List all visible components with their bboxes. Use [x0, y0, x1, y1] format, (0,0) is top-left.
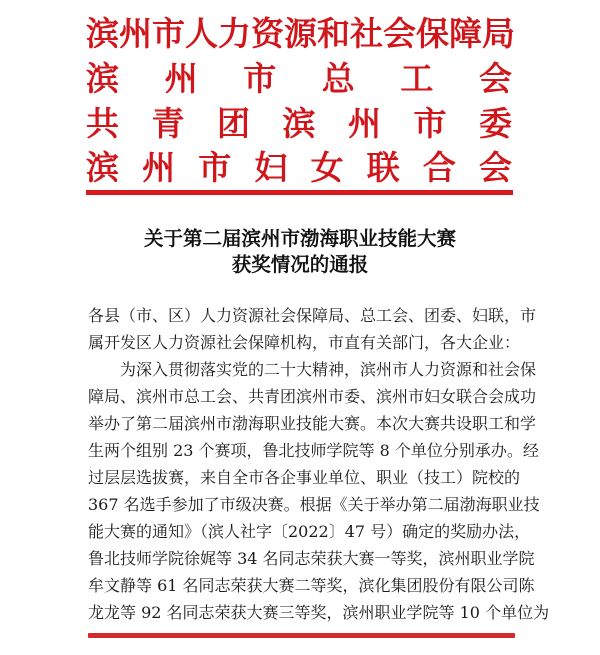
- letterhead-line-federation-of-trade-unions: [86, 59, 512, 99]
- body-line: 牟文静等 61 名同志荣获大赛二等奖，滨化集团股份有限公司陈: [88, 576, 535, 595]
- body-line: 能大赛的通知》（滨人社字〔2022〕47 号）确定的奖励办法，: [88, 522, 531, 541]
- body-line: 过层层选拔赛，来自全市各企事业单位、职业（技工）院校的: [88, 468, 521, 487]
- body-line: 龙龙等 92 名同志荣获大赛三等奖，滨州职业学院等 10 个单位为: [88, 603, 550, 622]
- body-line: 属开发区人力资源社会保障机构，市直有关部门，各大企业：: [88, 333, 521, 352]
- letterhead-char: 工: [400, 59, 434, 98]
- body-line: 生两个组别 23 个赛项，鲁北技师学院等 8 个单位分别承办。经: [88, 441, 539, 460]
- letterhead-char: 局: [482, 14, 515, 53]
- letterhead-char: 力: [218, 14, 251, 53]
- letterhead-line-womens-federation: [86, 148, 512, 188]
- letterhead-char: 源: [284, 14, 317, 53]
- letterhead-char: 总: [321, 59, 355, 98]
- letterhead-char: 青: [151, 104, 185, 143]
- footer-red-rule: [88, 633, 515, 638]
- letterhead-line-hrss-bureau: [86, 14, 515, 54]
- body-line: 障局、滨州市总工会、共青团滨州市委、滨州市妇女联合会成功: [88, 387, 537, 406]
- letterhead-char: 女: [310, 148, 344, 187]
- letterhead-char: 市: [152, 14, 185, 53]
- letterhead-char: 滨: [282, 104, 316, 143]
- letterhead-char: 联: [366, 148, 400, 187]
- document-title-line-2: 获奖情况的通报: [231, 253, 369, 276]
- letterhead-char: 合: [422, 148, 456, 187]
- letterhead-char: 市: [413, 104, 447, 143]
- body-line: 鲁北技师学院徐娓等 34 名同志荣获大赛一等奖，滨州职业学院: [88, 549, 535, 568]
- body-line: 367 名选手参加了市级决赛。根据《关于举办第二届渤海职业技: [88, 495, 540, 514]
- letterhead-char: 州: [142, 148, 176, 187]
- letterhead-char: 会: [383, 14, 416, 53]
- letterhead-char: 市: [243, 59, 277, 98]
- letterhead-char: 委: [479, 104, 512, 143]
- letterhead-char: 州: [348, 104, 381, 143]
- letterhead-red-rule: [86, 190, 513, 195]
- letterhead-char: 共: [86, 104, 119, 143]
- letterhead-char: 会: [478, 59, 512, 98]
- letterhead-line-youth-league: [86, 104, 512, 144]
- letterhead-char: 人: [185, 14, 218, 53]
- document-title-line-1: 关于第二届滨州市渤海职业技能大赛: [143, 227, 456, 250]
- body-line: 举办了第二届滨州市渤海职业技能大赛。本次大赛共设职工和学: [88, 414, 537, 433]
- letterhead-char: 州: [164, 59, 198, 98]
- letterhead-char: 滨: [86, 59, 119, 98]
- letterhead-char: 和: [317, 14, 350, 53]
- letterhead-char: 保: [416, 14, 449, 53]
- letterhead-char: 社: [350, 14, 383, 53]
- body-line: 为深入贯彻落实党的二十大精神，滨州市人力资源和社会保: [88, 360, 537, 379]
- letterhead-char: 滨: [86, 14, 119, 53]
- letterhead-char: 市: [198, 148, 232, 187]
- letterhead-char: 团: [217, 104, 250, 143]
- letterhead-char: 资: [251, 14, 284, 53]
- body-line: 各县（市、区）人力资源社会保障局、总工会、团委、妇联，市: [88, 306, 537, 325]
- letterhead-char: 妇: [254, 148, 288, 187]
- letterhead-char: 障: [449, 14, 482, 53]
- letterhead-char: 州: [119, 14, 152, 53]
- letterhead-char: 会: [478, 148, 512, 187]
- letterhead-char: 滨: [86, 148, 119, 187]
